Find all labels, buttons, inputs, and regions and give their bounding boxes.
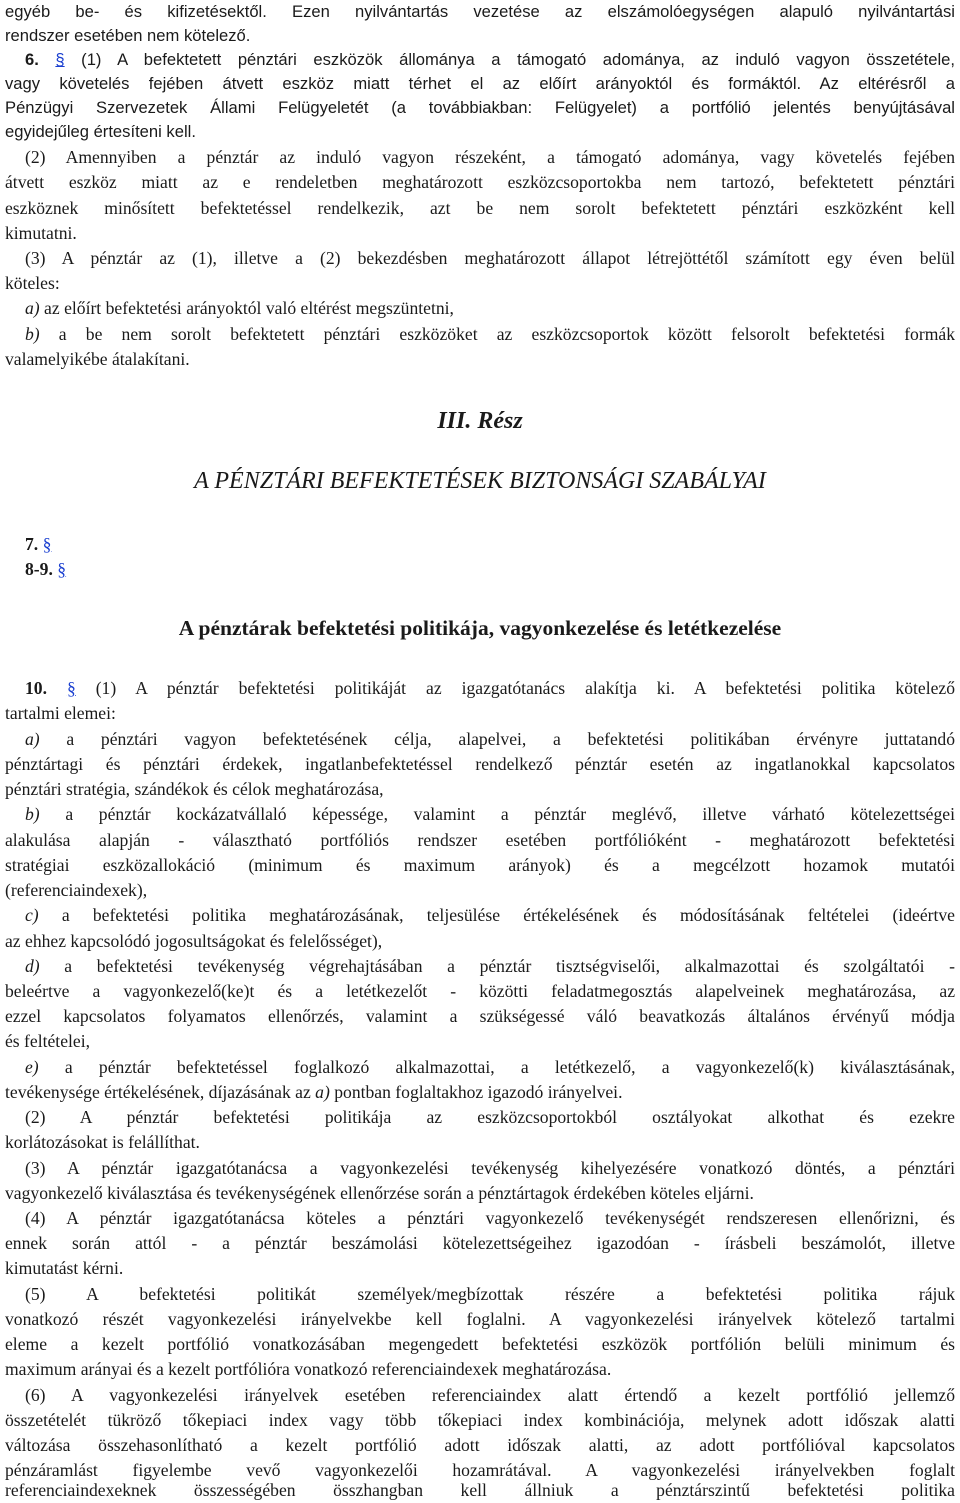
list-marker: a) [25, 729, 40, 749]
text-line [5, 1080, 955, 1104]
text-line: (referenciaindexek), [5, 880, 148, 900]
text-line: vagy követelés fejében átvett eszköz miatt térhet el az előírt arányoktól és formáktól. Az eltérésről a [5, 74, 955, 93]
list-item [25, 727, 955, 751]
text-span: a be nem sorolt befektetett pénztári eszközöket az eszközcsoportok között felsorolt befektetési formák [39, 324, 955, 344]
text-span: tevékenysége értékelésének, díjazásának az [5, 1082, 316, 1102]
text-line: maximum arányai és a kezelt portfólióra vonatkozó referenciaindexek meghatározása. [5, 1359, 612, 1379]
text-line: köteles: [5, 273, 60, 293]
section-link-6[interactable]: § [55, 50, 65, 69]
section-6-line [25, 48, 955, 72]
text-line: (2) Amennyiben a pénztár az induló vagyon részeként, a támogató adománya, vagy követelés fejében [25, 147, 955, 167]
section-7-line [25, 532, 955, 556]
text-line: tartalmi elemei: [5, 703, 116, 723]
text-line: összetételét tükröző tőkepiaci index vagy több tőkepiaci index kombinációja, melynek adott időszak alatti [5, 1410, 955, 1430]
list-marker: b) [25, 804, 40, 824]
text-line: rendszer esetében nem kötelező. [5, 26, 251, 45]
text-line: egyidejűleg értesíteni kell. [5, 122, 196, 141]
text-line: változása összehasonlítható a kezelt portfólió adott időszak alatti, az adott portfólióval kapcsolatos [5, 1435, 955, 1455]
text-line: (4) A pénztár igazgatótanácsa köteles a pénztári vagyonkezelő tevékenységét rendszeresen ellenőrizni, és [25, 1208, 955, 1228]
text-line: ennek során attól - a pénztár beszámolási kötelezettségeihez igazodóan - írásbeli beszámolót, illetve [5, 1233, 955, 1253]
text-line: referenciaindexeknek összességében összhangban kell állniuk a pénztárszintű befektetési politika [5, 1480, 955, 1500]
text-line: egyéb be- és kifizetésektől. Ezen nyilvántartás vezetése az elszámolóegységen alapuló nyilvántartási [5, 2, 955, 21]
text-line: stratégiai eszközallokáció (minimum és maximum arányok) és a megcélzott hozamok mutatói [5, 855, 955, 875]
list-marker: e) [25, 1057, 39, 1077]
list-marker: b) [25, 324, 40, 344]
list-item [25, 802, 955, 826]
text-span: a befektetési tevékenység végrehajtásában a pénztár tisztségviselői, alkalmazottai és szolgáltatói - [39, 956, 955, 976]
part-heading: III. Rész [437, 408, 523, 434]
text-line: vagyonkezelő kiválasztása és tevékenységének ellenőrzése során a pénztártagok érdekében köteles eljárni. [5, 1183, 754, 1203]
text-line: pénztártagi és pénztári érdekek, ingatlanbefektetéssel rendelkező pénztár esetén az ingatlanokkal kapcsolatos [5, 754, 955, 774]
text-line: eleme a kezelt portfólió vonatkozásában megengedett befektetési eszközök portfólión belüli minimum és [5, 1334, 955, 1354]
section-number: 8-9. [25, 559, 53, 579]
text-line: korlátozásokat is felállíthat. [5, 1132, 200, 1152]
text-line: pénztári stratégia, szándékok és célok meghatározása, [5, 779, 384, 799]
chapter-heading: A pénztárak befektetési politikája, vagyonkezelése és letétkezelése [178, 616, 782, 640]
text-span: a befektetési politika meghatározásának, teljesülése értékelésének és módosításának feltételei (ideértve [38, 905, 955, 925]
text-line: (5) A befektetési politikát személyek/megbízottak részére a befektetési politika rájuk [25, 1284, 955, 1304]
text-line: Pénzügyi Szervezetek Állami Felügyeletét (a továbbiakban: Felügyelet) a portfólió jelentés benyújtásával [5, 98, 955, 117]
section-link-7[interactable]: § [42, 534, 52, 554]
text-line: az ehhez kapcsolódó jogosultságokat és felelősséget), [5, 931, 383, 951]
section-link-8-9[interactable]: § [57, 559, 67, 579]
list-item [25, 903, 955, 927]
list-item [25, 1055, 955, 1079]
list-item [25, 954, 955, 978]
text-span: a pénztár kockázatvállaló képessége, valamint a pénztár meglévő, illetve várható kötelezettségei [39, 804, 955, 824]
text-line: (6) A vagyonkezelési irányelvek esetében referenciaindex alatt értendő a kezelt portfólió jellemző [25, 1385, 955, 1405]
section-10-line [25, 676, 955, 700]
list-marker: a) [25, 298, 40, 318]
list-marker: a) [315, 1082, 330, 1102]
text-line: valamelyikébe átalakítani. [5, 349, 190, 369]
text-line: kimutatni. [5, 223, 77, 243]
text-span: a pénztári vagyon befektetésének célja, alapelvei, a befektetési politikában érvényre juttatandó [39, 729, 955, 749]
text-span: a pénztár befektetéssel foglalkozó alkalmazottai, a letétkezelő, a vagyonkezelő(k) kiválasztásának, [38, 1057, 955, 1077]
list-marker: d) [25, 956, 40, 976]
section-8-9-line [25, 557, 955, 581]
section-number: 10. [25, 678, 47, 698]
section-number: 7. [25, 534, 39, 554]
list-item [25, 296, 955, 320]
text-line: beleértve a vagyonkezelő(ke)t és a letétkezelőt - közötti feladatmegosztás alapelveinek meghatározása, az [5, 981, 955, 1001]
text-span: az előírt befektetési arányoktól való eltérést megszüntetni, [39, 298, 454, 318]
text-line: eszköznek minősített befektetéssel rendelkezik, azt be nem sorolt befektetett pénztári eszközként kell [5, 198, 955, 218]
text-line: pénzáramlást figyelembe vevő vagyonkezelői hozamrátával. A vagyonkezelési irányelvekben foglalt [5, 1460, 955, 1480]
list-item [25, 322, 955, 346]
text-line: vonatkozó részét vagyonkezelési irányelvekbe kell foglalni. A vagyonkezelési irányelvek kötelező tartalmi [5, 1309, 955, 1329]
text-line: (3) A pénztár igazgatótanácsa a vagyonkezelési tevékenység kihelyezésére vonatkozó döntés, a pénztári [25, 1158, 955, 1178]
list-marker: c) [25, 905, 39, 925]
section-link-10[interactable]: § [66, 678, 76, 698]
text-line: (2) A pénztár befektetési politikája az eszközcsoportokból osztályokat alkothat és ezekre [25, 1107, 955, 1127]
text-line: alakulása alapján - választható portfóliós rendszer esetében portfólióként - meghatározott befektetési [5, 830, 955, 850]
part-title: A PÉNZTÁRI BEFEKTETÉSEK BIZTONSÁGI SZABÁLYAI [194, 468, 766, 494]
text-line: ezzel kapcsolatos folyamatos ellenőrzés, valamint a szükségessé váló beavatkozás általános érvényű módja [5, 1006, 955, 1026]
text-line: átvett eszköz miatt az e rendeletben meghatározott eszközcsoportokba nem tartozó, befektetett pénztári [5, 172, 955, 192]
text-line: kimutatást kérni. [5, 1258, 124, 1278]
text-span: (1) A befektetett pénztári eszközök állománya a támogató adománya, az induló vagyon összetétele, [81, 50, 955, 69]
text-line: (3) A pénztár az (1), illetve a (2) bekezdésben meghatározott állapot létrejöttétől számított egy éven belül [25, 248, 955, 268]
text-line: és feltételei, [5, 1031, 90, 1051]
text-span: (1) A pénztár befektetési politikáját az igazgatótanács alakítja ki. A befektetési politika kötelező [95, 678, 955, 698]
text-span: pontban foglaltakhoz igazodó irányelvei. [329, 1082, 623, 1102]
section-number: 6. [25, 50, 39, 69]
